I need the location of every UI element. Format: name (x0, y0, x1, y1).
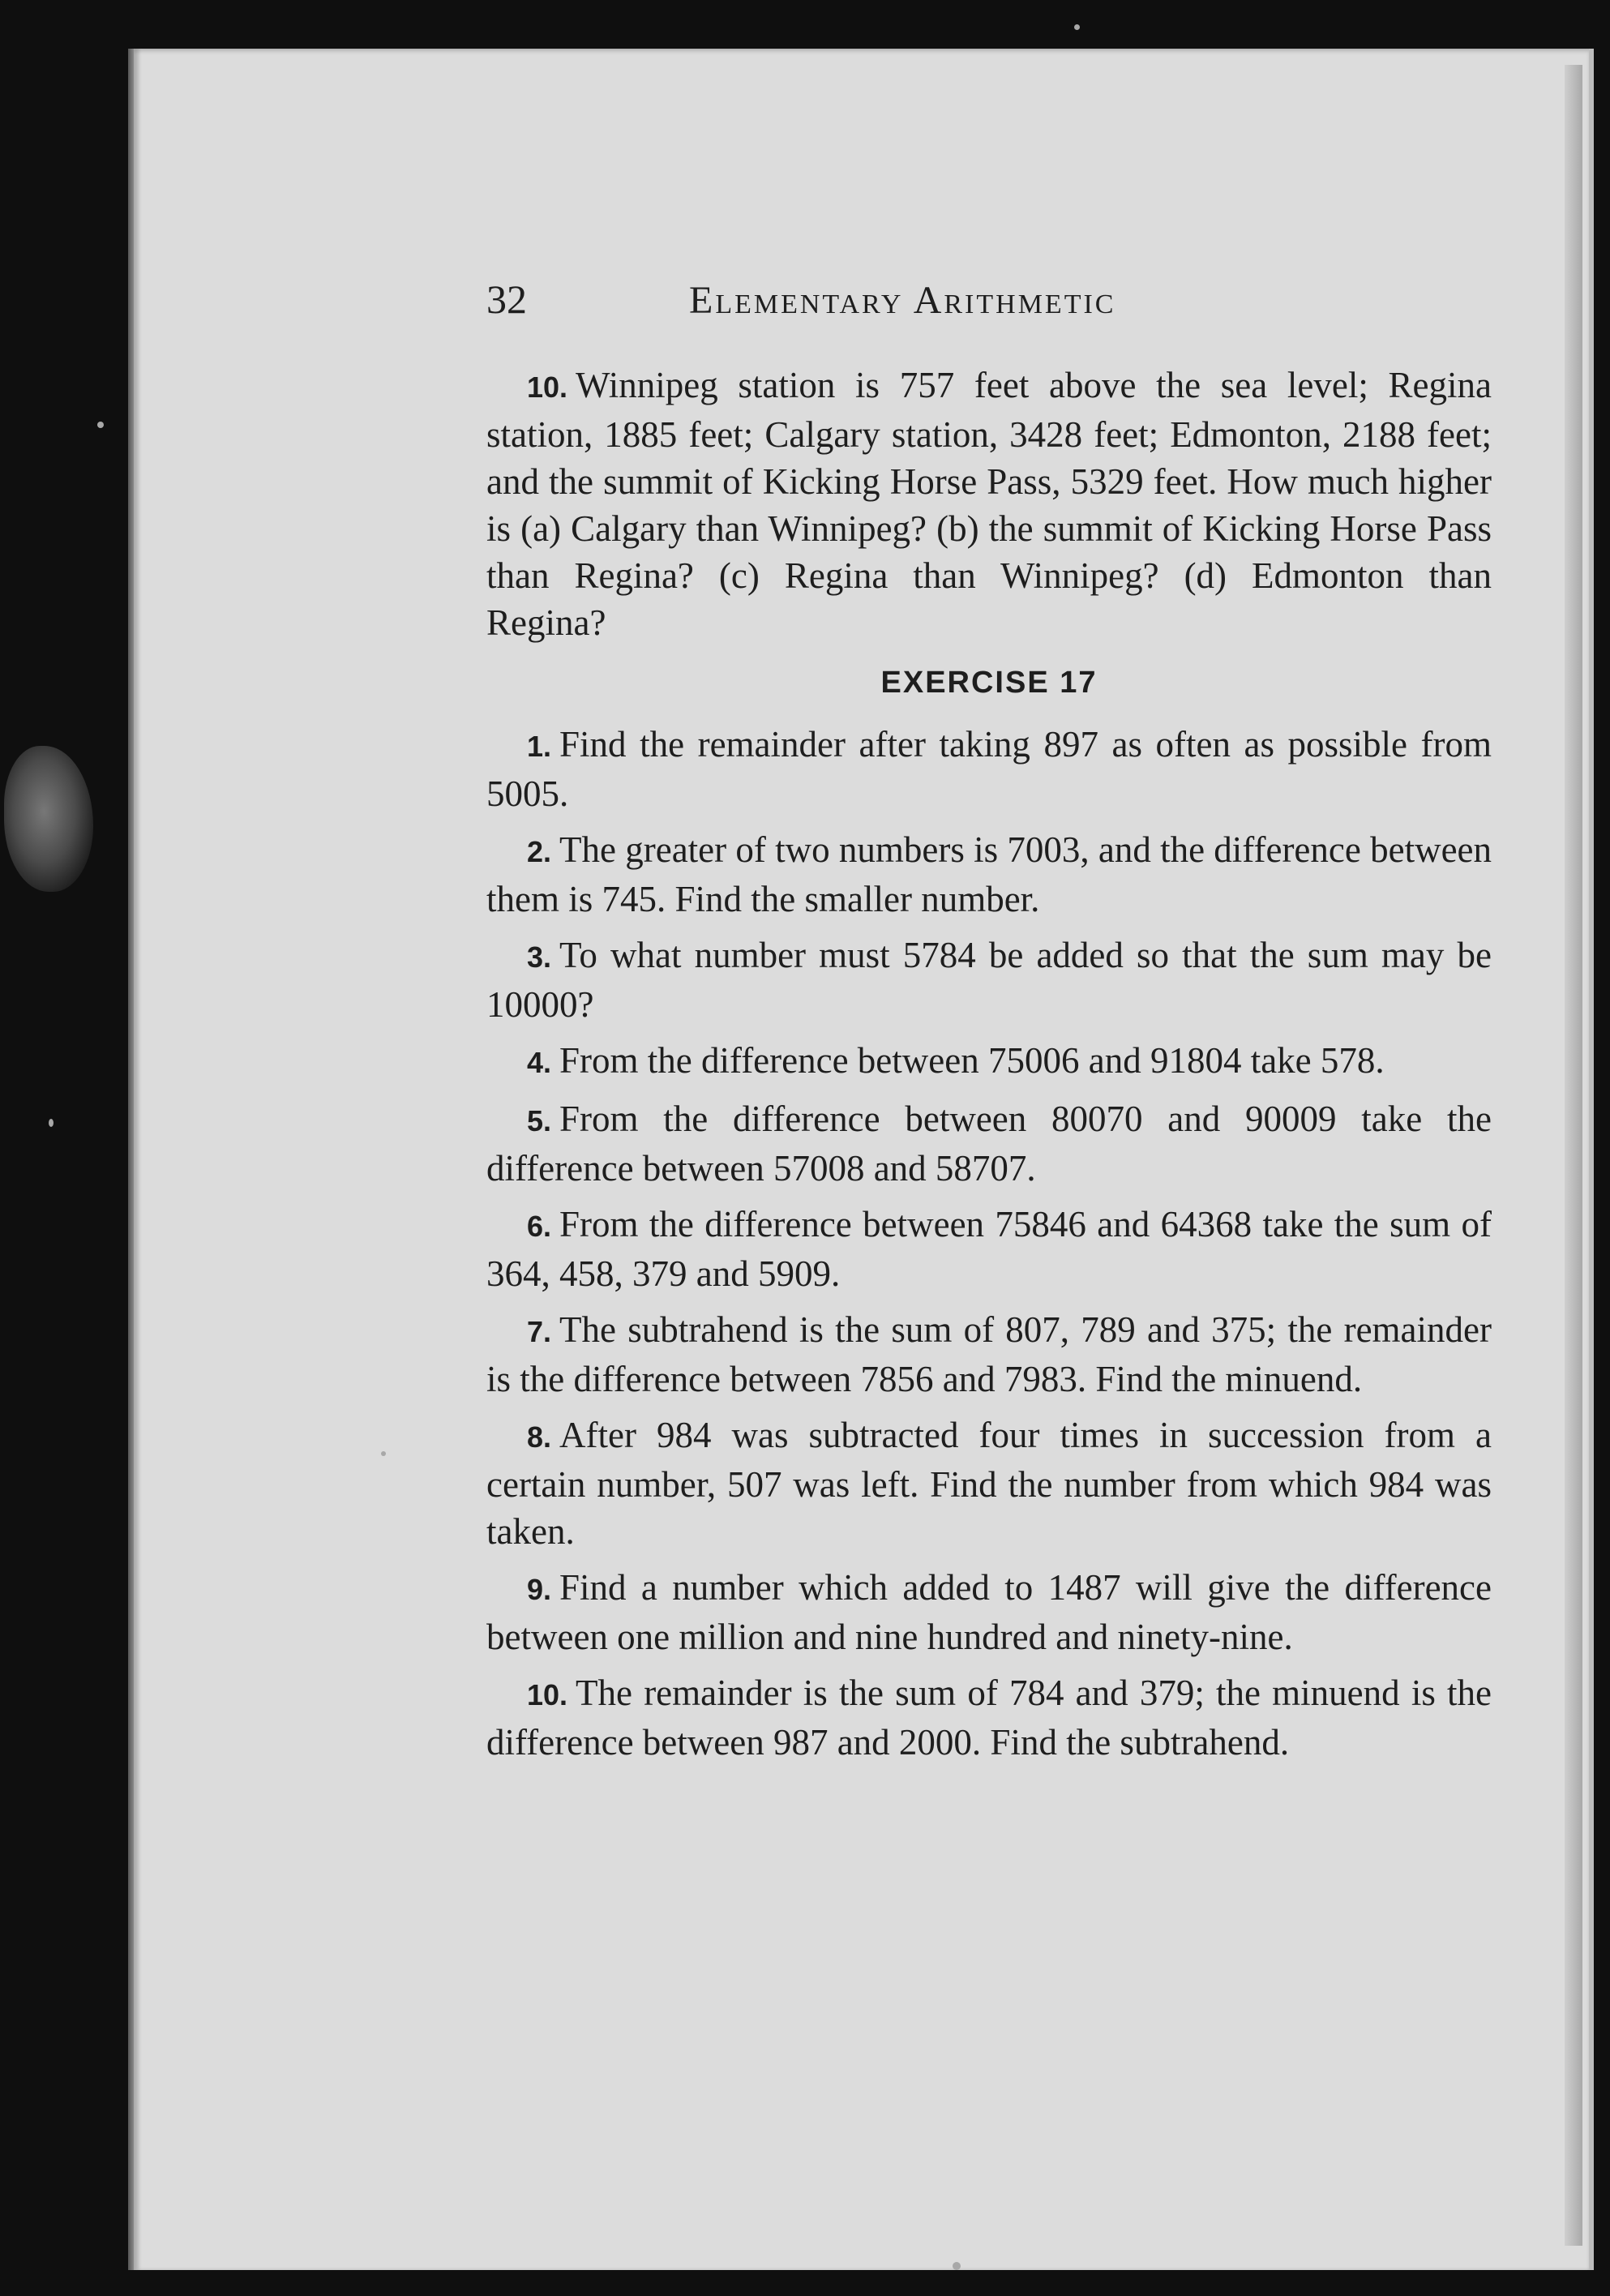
exercise-heading: EXERCISE 17 (880, 666, 1098, 700)
problem-text: Find a number which added to 1487 will give the difference between one million and nine hundred and ninety-nine. (486, 1567, 1492, 1657)
problem-text: Winnipeg station is 757 feet above the sea level; Regina station, 1885 feet; Calgary station, 3428 feet; Edmonton, 2188 feet; and the summit of Kicking Horse Pass, 5329 feet. How much higher is (a) Calgary than Winnipeg? (b) the summit of Kicking Horse Pass than Regina? (c) Regina than Winnipeg? (d) Edmonton than Regina? (486, 365, 1492, 643)
scan-blot (4, 746, 93, 892)
running-title: Elementary Arithmetic (689, 279, 1116, 322)
problem-number: 4. (527, 1046, 552, 1079)
problem-number: 8. (527, 1420, 552, 1454)
scan-speck (381, 1451, 386, 1456)
problem-number: 10. (527, 1678, 568, 1711)
problem-item (486, 1306, 1492, 1403)
problem-item (486, 932, 1492, 1028)
problem-number: 3. (527, 940, 552, 974)
problem-text: The subtrahend is the sum of 807, 789 and 375; the remainder is the difference between 7856 and 7983. Find the minuend. (486, 1309, 1492, 1399)
problem-number: 5. (527, 1104, 552, 1137)
problem-text: The greater of two numbers is 7003, and the difference between them is 745. Find the smaller number. (486, 829, 1492, 919)
problem-text: To what number must 5784 be added so that the sum may be 10000? (486, 935, 1492, 1025)
scan-speck (97, 422, 104, 428)
problem-text: From the difference between 75006 and 91804 take 578. (559, 1040, 1385, 1081)
problem-text: After 984 was subtracted four times in succession from a certain number, 507 was left. Find the number from which 984 was taken. (486, 1415, 1492, 1552)
problem-text: From the difference between 80070 and 90009 take the difference between 57008 and 58707. (486, 1099, 1492, 1189)
scan-speck (1074, 24, 1080, 30)
problem-item (486, 362, 1492, 646)
problem-item (486, 826, 1492, 923)
problem-item (486, 1201, 1492, 1297)
problem-number: 2. (527, 835, 552, 868)
problem-item (486, 1669, 1492, 1766)
page-number: 32 (486, 276, 527, 322)
page-header (486, 276, 1492, 341)
scan-speck (953, 2262, 961, 2270)
problem-number: 10. (527, 371, 568, 404)
problem-number: 7. (527, 1315, 552, 1348)
problem-item (486, 721, 1492, 817)
problem-text: From the difference between 75846 and 64368 take the sum of 364, 458, 379 and 5909. (486, 1204, 1492, 1294)
problem-text: Find the remainder after taking 897 as often as possible from 5005. (486, 724, 1492, 814)
scan-speck (49, 1119, 54, 1127)
problem-item (486, 1564, 1492, 1660)
problem-item (486, 1411, 1492, 1555)
page-edge (1565, 65, 1582, 2246)
problem-number: 1. (527, 730, 552, 763)
problem-number: 6. (527, 1210, 552, 1243)
problem-item (486, 1037, 1492, 1086)
problem-text: The remainder is the sum of 784 and 379; the minuend is the difference between 987 and 2000. Find the subtrahend. (486, 1673, 1492, 1763)
problem-item (486, 1095, 1492, 1192)
problem-number: 9. (527, 1573, 552, 1606)
page-content (486, 276, 1492, 1775)
